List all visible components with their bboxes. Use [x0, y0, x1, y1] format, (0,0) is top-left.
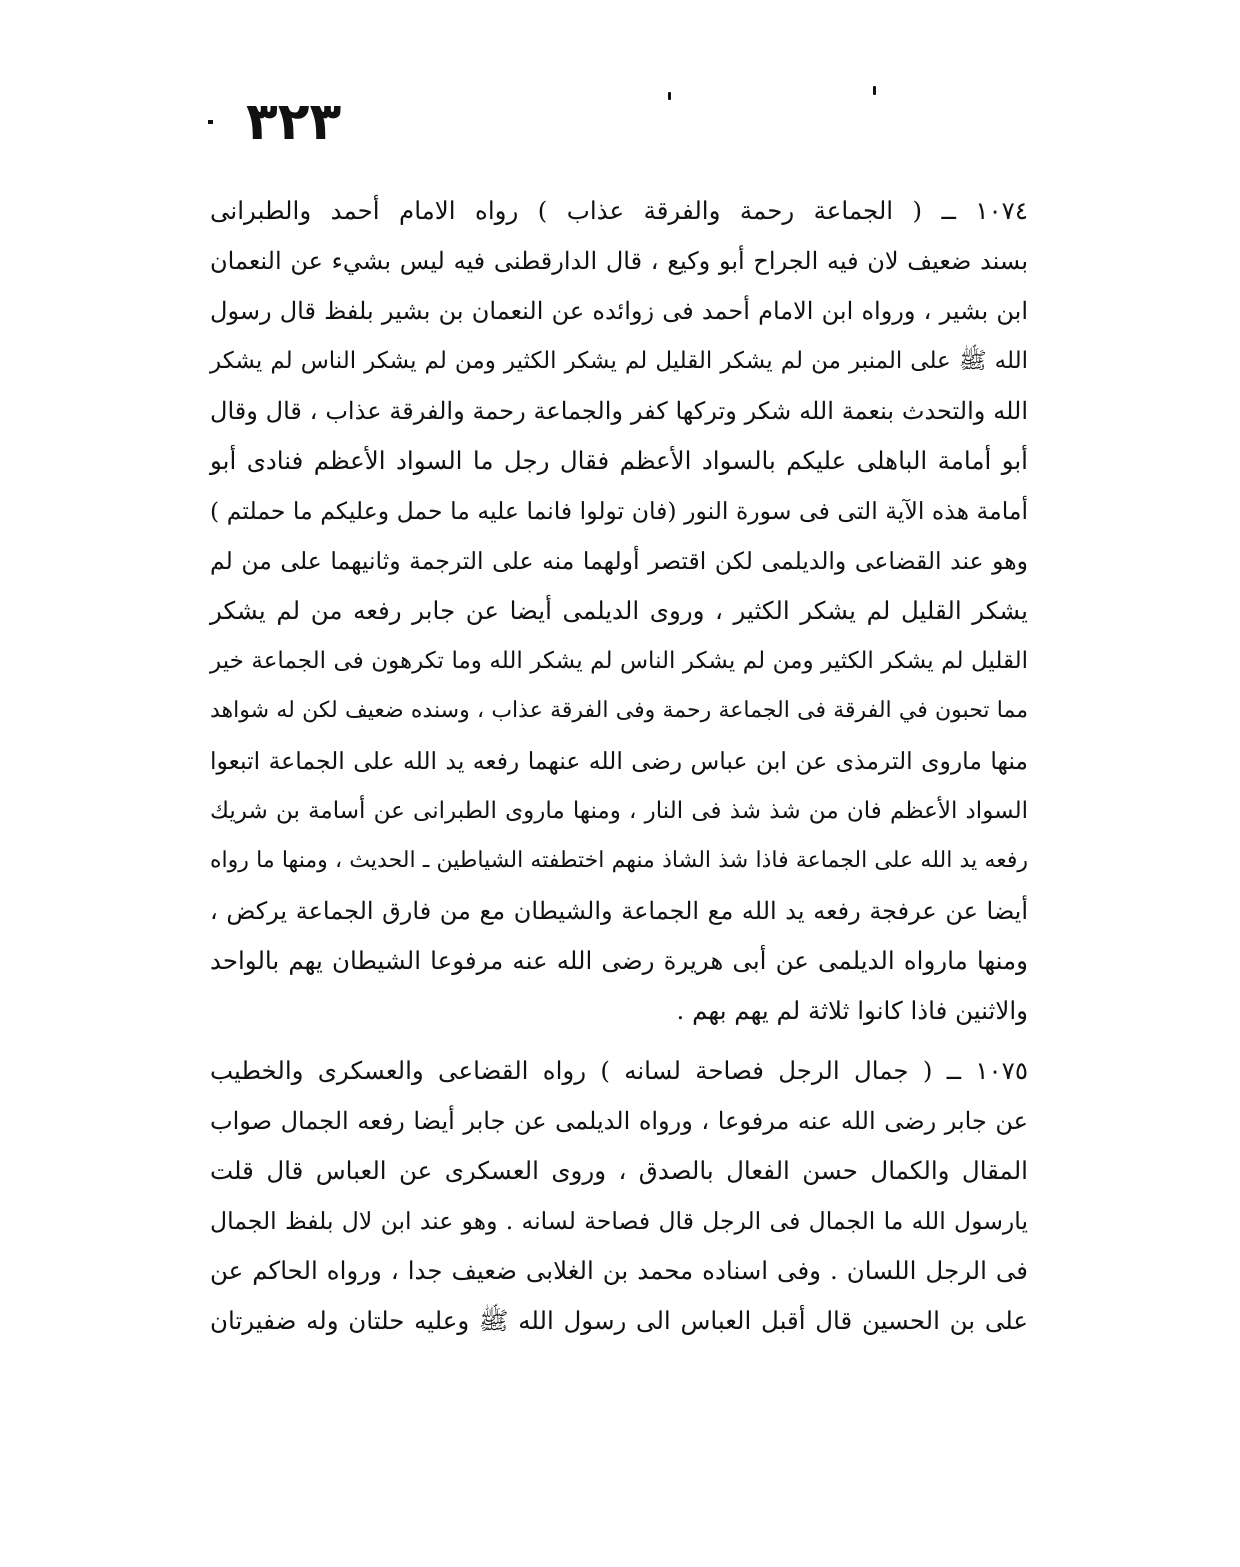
- text-line: ١٠٧٤ ــ ( الجماعة رحمة والفرقة عذاب ) رواه الامام أحمد والطبرانى: [210, 196, 1028, 225]
- text-line: القليل لم يشكر الكثير ومن لم يشكر الناس لم يشكر الله وما تكرهون فى الجماعة خير: [210, 648, 1028, 674]
- text-line: الله والتحدث بنعمة الله شكر وتركها كفر والجماعة رحمة والفرقة عذاب ، قال وقال: [210, 397, 1028, 425]
- text-line: مما تحبون في الفرقة فى الجماعة رحمة وفى الفرقة عذاب ، وسنده ضعيف لكن له شواهد: [210, 698, 1028, 723]
- text-line: السواد الأعظم فان من شذ شذ فى النار ، ومنها ماروى الطبرانى عن أسامة بن شريك: [210, 798, 1028, 824]
- text-line: يارسول الله ما الجمال فى الرجل قال فصاحة لسانه . وهو عند ابن لال بلفظ الجمال: [210, 1207, 1028, 1235]
- text-line: أيضا عن عرفجة رفعه يد الله مع الجماعة والشيطان مع من فارق الجماعة يركض ،: [210, 897, 1028, 925]
- text-line: أمامة هذه الآية التى فى سورة النور (فان تولوا فانما عليه ما حمل وعليكم ما حملتم ): [210, 497, 1028, 525]
- text-line: رفعه يد الله على الجماعة فاذا شذ الشاذ منهم اختطفته الشياطين ـ الحديث ، ومنها ما رواه: [210, 848, 1028, 873]
- scan-speck: [668, 92, 671, 100]
- margin-mark: [208, 120, 213, 124]
- text-line: يشكر القليل لم يشكر الكثير ، وروى الديلمى أيضا عن جابر رفعه من لم يشكر: [210, 596, 1028, 625]
- text-line: منها ماروى الترمذى عن ابن عباس رضى الله عنهما رفعه يد الله على الجماعة اتبعوا: [210, 747, 1028, 775]
- text-line: فى الرجل اللسان . وفى اسناده محمد بن الغلابى ضعيف جدا ، ورواه الحاكم عن: [210, 1256, 1028, 1285]
- text-line: عن جابر رضى الله عنه مرفوعا ، ورواه الديلمى عن جابر أيضا رفعه الجمال صواب: [210, 1107, 1028, 1135]
- entry-1075: [210, 1046, 1028, 1346]
- text-line: وهو عند القضاعى والديلمى لكن اقتصر أولهما منه على الترجمة وثانيهما على من لم: [210, 547, 1028, 575]
- document-body: [210, 186, 1028, 1346]
- text-line: المقال والكمال حسن الفعال بالصدق ، وروى العسكرى عن العباس قال قلت: [210, 1156, 1028, 1185]
- text-line: والاثنين فاذا كانوا ثلاثة لم يهم بهم .: [676, 996, 1028, 1025]
- scan-speck: [873, 86, 876, 95]
- text-line: ١٠٧٥ ــ ( جمال الرجل فصاحة لسانه ) رواه القضاعى والعسكرى والخطيب: [210, 1056, 1028, 1085]
- text-line: الله ﷺ على المنبر من لم يشكر القليل لم يشكر الكثير ومن لم يشكر الناس لم يشكر: [210, 348, 1028, 374]
- entry-separator: [210, 1036, 1028, 1046]
- text-line: بسند ضعيف لان فيه الجراح أبو وكيع ، قال الدارقطنى فيه ليس بشيء عن النعمان: [210, 247, 1028, 275]
- page-number: ٣٢٣: [246, 92, 342, 152]
- text-line: أبو أمامة الباهلى عليكم بالسواد الأعظم فقال رجل ما السواد الأعظم فنادى أبو: [210, 446, 1028, 475]
- entry-1074: [210, 186, 1028, 1036]
- text-line: ومنها مارواه الديلمى عن أبى هريرة رضى الله عنه مرفوعا الشيطان يهم بالواحد: [210, 946, 1028, 975]
- text-line: ابن بشير ، ورواه ابن الامام أحمد فى زوائده عن النعمان بن بشير بلفظ قال رسول: [210, 297, 1028, 325]
- text-line: على بن الحسين قال أقبل العباس الى رسول الله ﷺ وعليه حلتان وله ضفيرتان: [210, 1306, 1028, 1335]
